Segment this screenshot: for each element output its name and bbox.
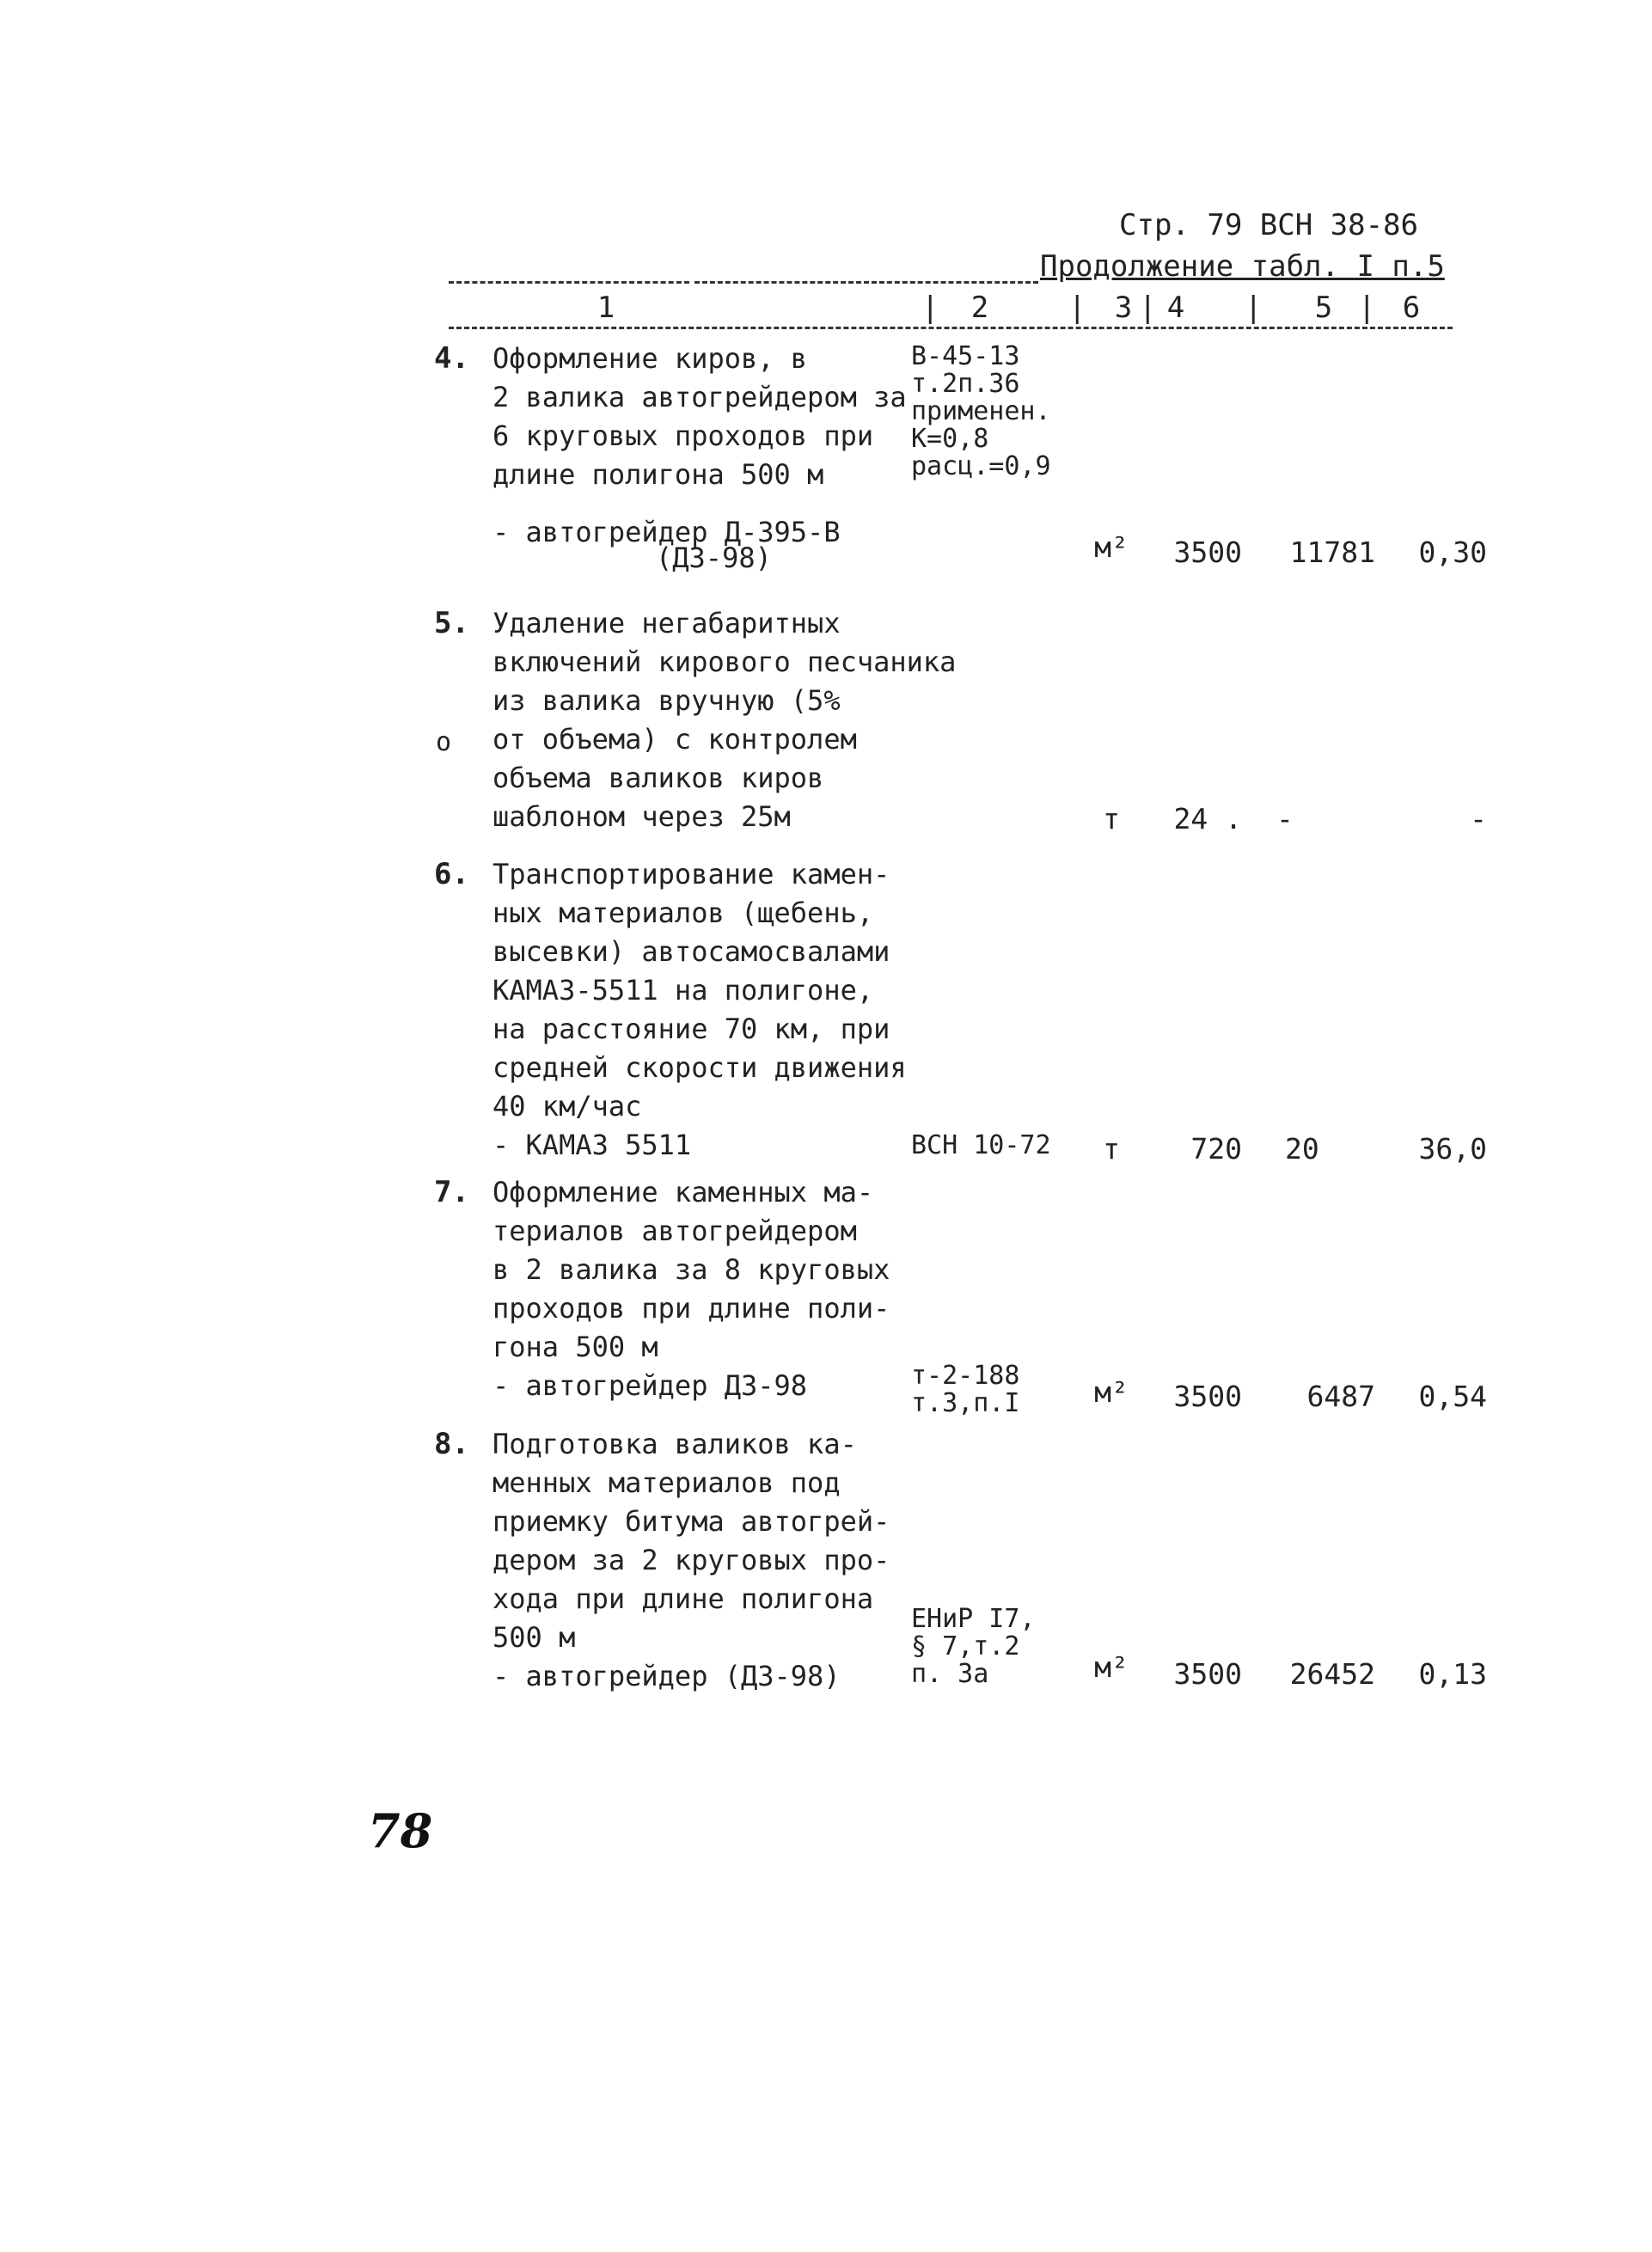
time-cell: 0,30 xyxy=(1418,535,1487,569)
table-continuation-label: Продолжение табл. I п.5 xyxy=(1040,249,1445,284)
row-description: Подготовка валиков ка- менных материалов под приемку битума автогрей- дером за 2 круговых про- хода при длине полигона 500 м - автогрейдер (ДЗ-98) xyxy=(493,1428,890,1692)
row-description: Оформление киров, в 2 валика автогрейдером за 6 круговых проходов при длине полигона 500 м xyxy=(493,342,907,491)
row-number: 6. xyxy=(434,857,469,891)
column-separator: | xyxy=(1245,291,1263,325)
row-description: Оформление каменных ма- териалов автогрейдером в 2 валика за 8 круговых проходов при длине поли- гона 500 м - автогрейдер ДЗ-98 xyxy=(493,1176,890,1402)
row-number: 5. xyxy=(434,606,469,640)
quantity-cell: 24 . xyxy=(1173,802,1242,835)
column-number-5: 5 xyxy=(1314,291,1333,325)
time-cell: 0,13 xyxy=(1418,1657,1487,1691)
norm-reference: т-2-188 т.3,п.I xyxy=(911,1361,1020,1418)
table-row xyxy=(434,1425,1487,1709)
column-separator: | xyxy=(1068,291,1086,325)
row-description: Удаление негабаритных включений кирового песчаника из валика вручную (5% от объема) с контролем объема валиков киров шаблоном через 25м xyxy=(493,607,957,833)
norm-cell: 20 xyxy=(1285,1132,1319,1166)
unit-cell: т xyxy=(1103,1132,1120,1166)
unit-cell: м² xyxy=(1094,1375,1129,1409)
table-row xyxy=(434,340,1487,597)
quantity-cell: 720 xyxy=(1190,1132,1242,1166)
handwritten-page-number: 78 xyxy=(368,1803,433,1858)
row-number: 4. xyxy=(434,341,469,376)
table-row xyxy=(434,604,1487,854)
column-separator: | xyxy=(1358,291,1376,325)
quantity-cell: 3500 xyxy=(1173,1657,1242,1691)
unit-cell: м² xyxy=(1094,530,1129,564)
norm-cell: 6487 xyxy=(1306,1380,1375,1413)
margin-mark: о xyxy=(436,727,452,757)
norm-reference: ЕНиР I7, § 7,т.2 п. 3а xyxy=(911,1604,1036,1689)
page-reference: Стр. 79 ВСН 38-86 xyxy=(1119,208,1418,242)
quantity-cell: 3500 xyxy=(1173,535,1242,569)
time-cell: 0,54 xyxy=(1418,1380,1487,1413)
norm-reference: ВСН 10-72 xyxy=(911,1130,1051,1160)
norm-cell: - xyxy=(1276,802,1294,835)
quantity-cell: 3500 xyxy=(1173,1380,1242,1413)
norm-reference: В-45-13 т.2п.36 применен. К=0,8 расц.=0,9 xyxy=(911,341,1051,481)
unit-cell: м² xyxy=(1094,1650,1129,1684)
column-number-2: 2 xyxy=(970,291,989,325)
time-cell: - xyxy=(1470,802,1487,835)
row-description: Транспортирование камен- ных материалов (щебень, высевки) автосамосвалами КАМАЗ-5511 на полигоне, на расстояние 70 км, при средней скорости движения 40 км/час - КАМАЗ 5511 xyxy=(493,858,907,1161)
row-number: 7. xyxy=(434,1175,469,1209)
norm-cell: 26452 xyxy=(1289,1657,1375,1691)
table-row xyxy=(434,855,1487,1173)
column-separator: | xyxy=(921,291,939,325)
machine-model: (ДЗ-98) xyxy=(656,542,772,574)
column-number-6: 6 xyxy=(1402,291,1421,325)
column-number-4: 4 xyxy=(1166,291,1185,325)
column-number-3: 3 xyxy=(1114,291,1133,325)
column-separator: | xyxy=(1139,291,1157,325)
unit-cell: т xyxy=(1103,802,1120,835)
time-cell: 36,0 xyxy=(1418,1132,1487,1166)
column-header-rule xyxy=(449,327,1453,329)
row-number: 8. xyxy=(434,1427,469,1461)
machine-name: - автогрейдер Д-395-В xyxy=(493,516,841,548)
header-rule-middle xyxy=(694,281,1038,284)
table-row xyxy=(434,1173,1487,1423)
header-rule-left xyxy=(449,281,689,284)
norm-cell: 11781 xyxy=(1289,535,1375,569)
column-number-1: 1 xyxy=(597,291,615,325)
